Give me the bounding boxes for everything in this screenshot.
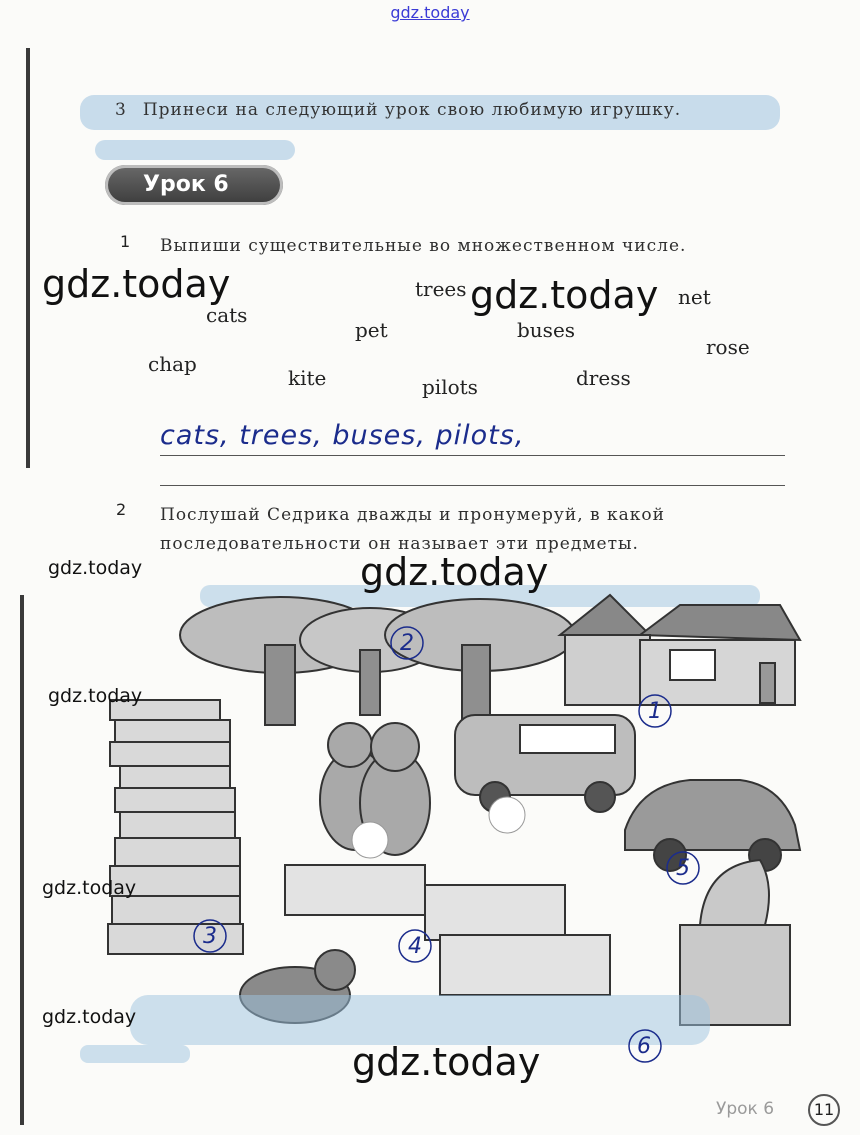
task3-text: Принеси на следующий урок свою любимую игрушку. [142,100,682,120]
answer-number-beds: 4 [408,934,422,959]
bus-picture [455,715,635,812]
watermark-2: gdz.today [470,273,659,317]
answer-line-1 [160,455,785,456]
footer-lesson: Урок 6 [716,1099,775,1119]
page-number: 11 [808,1094,840,1126]
task3-number: 3 [115,100,127,120]
answer-circle-cats[interactable] [352,822,388,858]
task2-text-line2: последовательности он называет эти предметы. [160,534,639,554]
word-pilots: pilots [422,375,478,399]
trees-picture [180,597,575,725]
blue-smear-top-2 [95,140,295,160]
answer-line-2 [160,485,785,486]
task1-number: 1 [120,232,131,251]
task2-number: 2 [116,500,127,519]
watermark-small-4: gdz.today [42,1006,137,1028]
answer-number-car: 5 [676,856,690,881]
word-net: net [678,285,711,309]
word-cats: cats [206,303,248,327]
watermark-4: gdz.today [352,1040,541,1084]
lesson-title: Урок 6 [105,165,283,205]
watermark-1: gdz.today [42,262,231,306]
watermark-3: gdz.today [360,550,549,594]
word-rose: rose [706,335,750,359]
blue-smear-bottom-2 [80,1045,190,1063]
books-picture [108,700,243,954]
word-buses: buses [517,318,576,342]
word-chap: chap [148,352,197,376]
watermark-small-3: gdz.today [42,877,137,899]
word-trees: trees [415,277,467,301]
watermark-small-1: gdz.today [48,557,143,579]
blue-smear-bottom [130,995,710,1045]
task3 [115,100,681,120]
answer-number-books: 3 [203,924,217,949]
page-binding-line [26,48,30,468]
word-pet: pet [355,318,388,342]
word-dress: dress [576,366,631,390]
task2-illustration [40,585,810,1085]
answer-number-house: 1 [648,699,662,724]
task1-answer: cats, trees, buses, pilots, [160,420,525,451]
house-picture [560,595,800,705]
answer-number-dressing-table: 6 [637,1034,651,1059]
answer-circle-bus[interactable] [489,797,525,833]
page-binding-line-lower [20,595,24,1125]
word-kite: kite [288,366,327,390]
answer-number-trees: 2 [400,631,414,656]
task1-text: Выпиши существительные во множественном числе. [160,236,687,256]
watermark-small-2: gdz.today [48,685,143,707]
car-picture [625,780,800,871]
site-link[interactable]: gdz.today [390,3,470,22]
task2-text-line1: Послушай Седрика дважды и пронумеруй, в какой [160,505,665,525]
